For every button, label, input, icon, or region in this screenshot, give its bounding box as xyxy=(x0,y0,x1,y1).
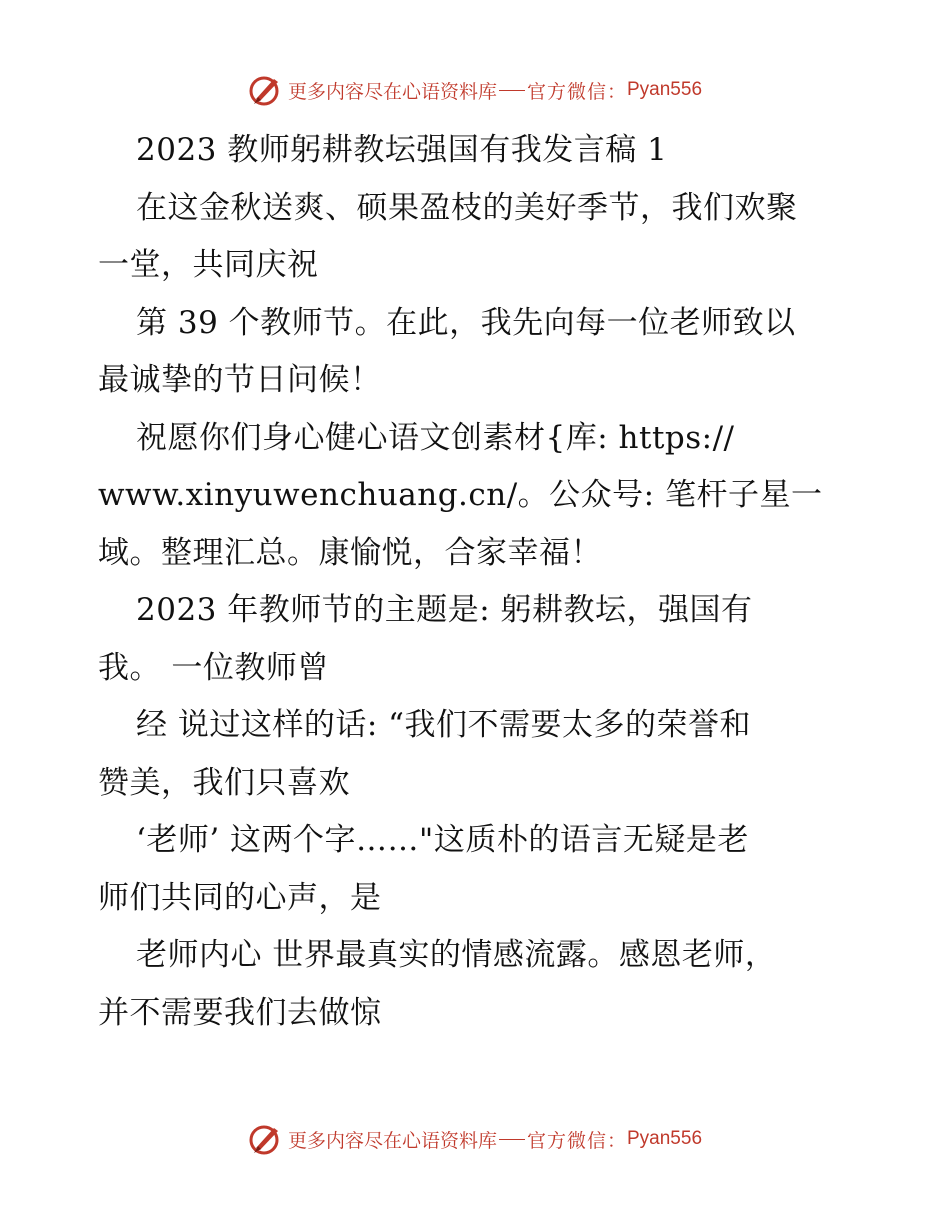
document-line: 在这金秋送爽、硕果盈枝的美好季节，我们欢聚 xyxy=(136,189,798,226)
document-line: 最诚挚的节日问候！ xyxy=(98,362,382,398)
header-promo-text: 更多内容尽在心语资料库 xyxy=(287,80,497,103)
document-line: 师们共同的心声，是 xyxy=(98,879,382,916)
document-line: 我。 一位教师曾 xyxy=(98,649,329,686)
document-line: 老师内心 世界最真实的情感流露。感恩老师， xyxy=(136,937,777,973)
footer-wechat-id: Pyan556 xyxy=(627,1128,703,1149)
footer-banner xyxy=(0,1117,950,1161)
document-line: 一堂，共同庆祝 xyxy=(98,247,319,283)
footer-wechat-label: 官方微信： xyxy=(526,1129,627,1152)
document-line: 经 说过这样的话: “我们不需要太多的荣誉和 xyxy=(136,707,751,743)
document-body xyxy=(98,122,858,1042)
header-dash xyxy=(499,90,525,91)
document-line: 第 39 个教师节。在此，我先向每一位老师致以 xyxy=(136,304,796,341)
document-line: 赞美，我们只喜欢 xyxy=(98,764,350,801)
document-line: 并不需要我们去做惊 xyxy=(98,994,382,1031)
document-line: ‘老师’ 这两个字……"这质朴的语言无疑是老 xyxy=(136,822,749,858)
header-banner xyxy=(0,68,950,112)
quill-pen-logo-icon xyxy=(248,73,282,107)
footer-dash xyxy=(499,1139,525,1140)
document-line: 2023 教师躬耕教坛强国有我发言稿 1 xyxy=(136,132,668,168)
document-line: www.xinyuwenchuang.cn/。公众号: 笔杆子星一 xyxy=(98,477,823,513)
footer-promo-text: 更多内容尽在心语资料库 xyxy=(287,1129,497,1152)
document-line: 域。整理汇总。康愉悦，合家幸福！ xyxy=(98,534,602,571)
header-wechat-label: 官方微信： xyxy=(526,80,627,103)
document-line: 2023 年教师节的主题是: 躬耕教坛，强国有 xyxy=(136,592,753,628)
quill-pen-logo-icon xyxy=(248,1122,282,1156)
header-wechat-id: Pyan556 xyxy=(627,79,703,100)
document-line: 祝愿你们身心健心语文创素材{库: https:// xyxy=(136,419,735,456)
